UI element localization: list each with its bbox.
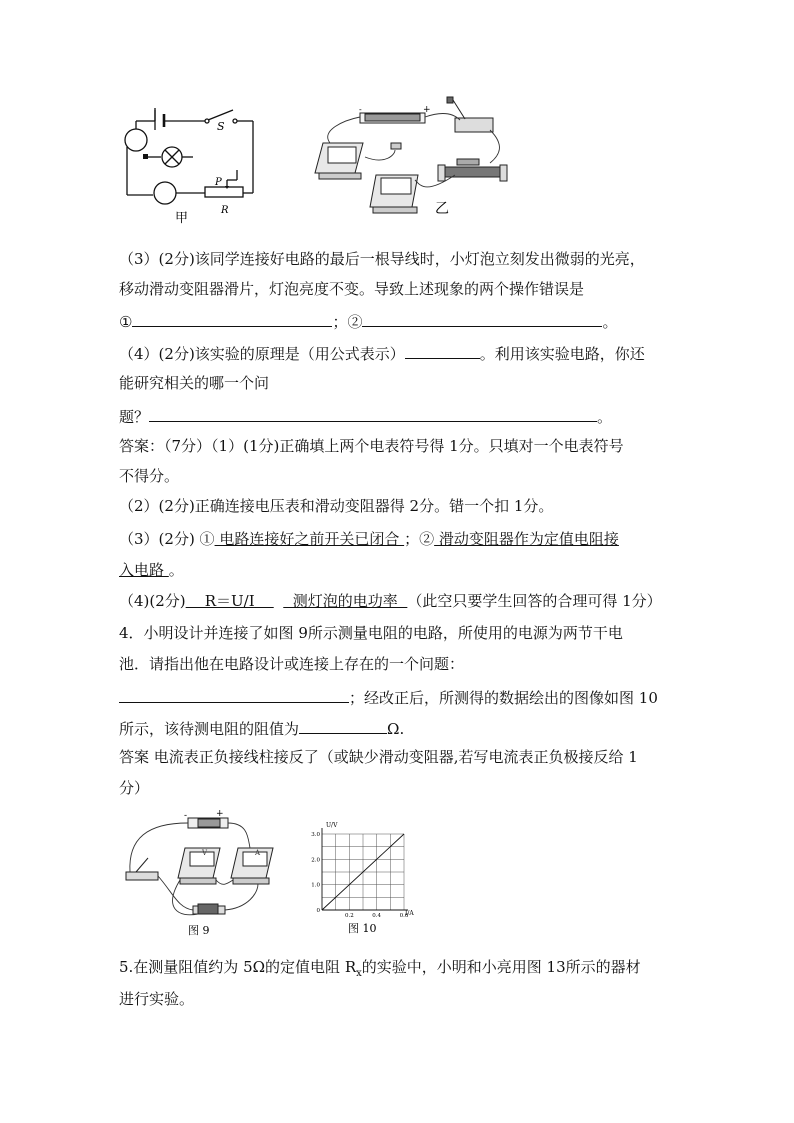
x-tick-label: 0.4	[372, 913, 382, 919]
q-4-answer1: 答案 电流表正负接线柱接反了（或缺少滑动变阻器,若写电流表正负极接反给 1	[119, 748, 638, 766]
q3-line1: （3）(2分)该同学连接好电路的最后一根导线时，小灯泡立刻发出微弱的光亮，	[119, 250, 645, 268]
q-4-line4-prefix: 所示，该待测电阻的阻值为	[119, 720, 300, 738]
figure-10-chart	[306, 818, 416, 938]
fig9-minus: -	[184, 811, 188, 821]
q4-line1-text: （4）(2分)该实验的原理是（用公式表示）	[119, 345, 405, 363]
fig9-caption: 图 9	[188, 924, 210, 937]
label-p: P	[215, 177, 222, 188]
blank-separator: ；②	[332, 313, 363, 331]
label-s: S	[217, 120, 225, 133]
q-4-line3-end: ；经改正后，所测得的数据绘出的图像如图 10	[349, 689, 658, 707]
fig10-caption: 图 10	[348, 922, 377, 935]
meter-v: V	[202, 849, 208, 857]
q-4-line4-end: Ω.	[387, 720, 405, 738]
figure-9-apparatus	[118, 808, 283, 938]
a3-answer2-cont: 入电路	[119, 561, 169, 579]
answer-line4	[119, 591, 662, 611]
meter-a: A	[255, 849, 261, 857]
a3-answer1: 电路连接好之前开关已闭合	[214, 530, 405, 548]
q4-line1	[119, 342, 645, 364]
apparatus-photo-yi	[305, 95, 515, 220]
problem-blank[interactable]	[119, 686, 349, 703]
battery-minus: -	[359, 105, 362, 114]
answer-line1b: 不得分。	[119, 467, 180, 485]
a3-answer2: 滑动变阻器作为定值电阻接	[434, 530, 619, 548]
y-tick-label: 0	[316, 908, 320, 914]
blank-end: 。	[602, 313, 618, 331]
q-4-line2: 池．请指出他在电路设计或连接上存在的一个问题：	[119, 655, 465, 673]
a4-answer: 测灯泡的电功率	[283, 592, 408, 610]
formula-blank[interactable]	[405, 342, 480, 359]
x-tick-label: 0.2	[344, 913, 354, 919]
q5-subscript: x	[356, 968, 362, 979]
y-tick-label: 1.0	[311, 882, 320, 889]
answer-line3	[119, 529, 619, 549]
answer-line3b	[119, 560, 184, 580]
x-axis-label: I/A	[405, 910, 414, 917]
a4-gap	[274, 592, 284, 610]
y-tick-label: 3.0	[311, 832, 320, 838]
a3-mid: ；②	[404, 530, 435, 548]
x-tick-label: 0.6	[399, 913, 409, 919]
y-axis-label: U/V	[326, 822, 338, 829]
blank1-prefix: ①	[119, 313, 133, 331]
a4-end: （此空只要学生回答的合理可得 1分）	[407, 592, 662, 610]
fig9-plus: +	[216, 809, 224, 819]
q5-line1	[119, 957, 641, 984]
q5-line2: 进行实验。	[119, 990, 195, 1008]
a4-formula: R＝U/I	[185, 592, 274, 610]
q5-line1-a: 5.在测量阻值约为 5Ω的定值电阻 R	[119, 958, 357, 976]
answer-line1: 答案：（7分）（1）(1分)正确填上两个电表符号得 1分。只填对一个电表符号	[119, 437, 624, 455]
question-blank[interactable]	[149, 405, 597, 422]
answer-blank-2[interactable]	[362, 310, 602, 327]
resistance-blank[interactable]	[299, 717, 387, 734]
a4-prefix: （4)(2分)	[119, 592, 186, 610]
q5-line1-b: 的实验中，小明和小亮用图 13所示的器材	[361, 958, 641, 976]
circuit-diagram-jia	[115, 100, 265, 225]
label-jia: 甲	[175, 211, 189, 225]
q-4-line1: 4．小明设计并连接了如图 9所示测量电阻的电路，所使用的电源为两节干电	[119, 624, 623, 642]
q4-line3-end: 。	[597, 408, 613, 426]
q4-line3	[119, 405, 612, 427]
answer-blank-1[interactable]	[132, 310, 332, 327]
q4-line2: 能研究相关的哪一个问	[119, 374, 270, 392]
q3-line2: 移动滑动变阻器滑片，灯泡亮度不变。导致上述现象的两个操作错误是	[119, 280, 585, 298]
q-4-line4	[119, 717, 404, 739]
label-yi: 乙	[435, 201, 449, 217]
a3-prefix: （3）(2分) ①	[119, 530, 215, 548]
a3-end: 。	[168, 561, 184, 579]
y-tick-label: 2.0	[311, 857, 320, 864]
q4-line3-prefix: 题？	[119, 408, 150, 426]
label-r: R	[221, 205, 229, 216]
q-4-line3	[119, 686, 658, 708]
q4-line1-end: 。利用该实验电路，你还	[479, 345, 645, 363]
answer-line2: （2）(2分)正确连接电压表和滑动变阻器得 2分。错一个扣 1分。	[119, 497, 554, 515]
q3-blanks	[119, 310, 617, 332]
q-4-answer2: 分）	[119, 779, 150, 797]
battery-plus: +	[423, 105, 431, 115]
